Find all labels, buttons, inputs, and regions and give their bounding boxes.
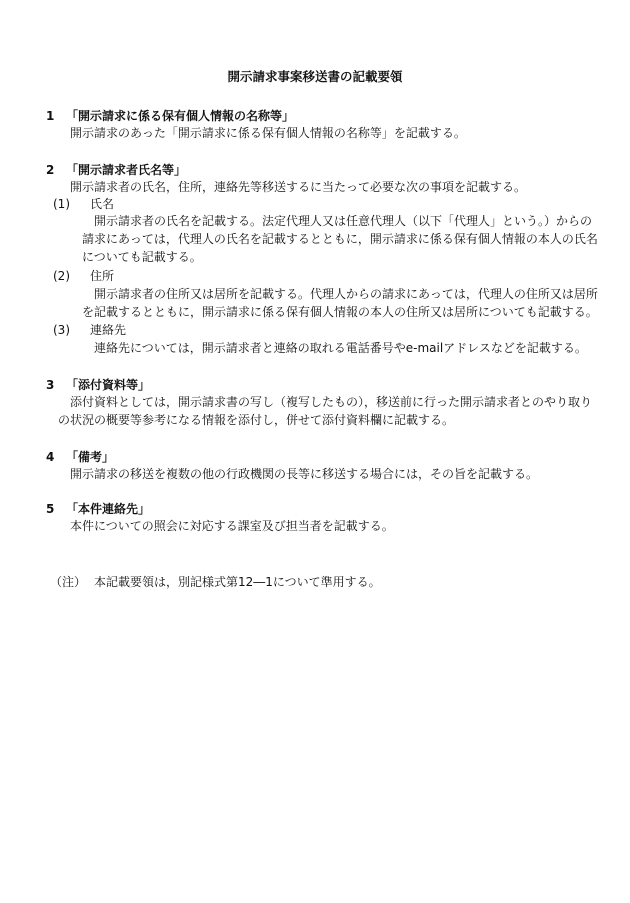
section-1-heading: 「開示請求に係る保有個人情報の名称等」 bbox=[66, 109, 295, 123]
section-5-heading: 「本件連絡先」 bbox=[66, 502, 151, 516]
item-2-1-label: 氏名 bbox=[90, 197, 115, 211]
section-3-line: の状況の概要等参考になる情報を添付し，併せて添付資料欄に記載する。 bbox=[58, 413, 455, 427]
item-2-1-line: についても記載する。 bbox=[82, 250, 202, 264]
section-5-body: 本件についての照会に対応する課室及び担当者を記載する。 bbox=[70, 519, 394, 533]
item-2-2-label: 住所 bbox=[90, 269, 115, 283]
section-4-heading: 「備考」 bbox=[66, 450, 115, 464]
section-4-body: 開示請求の移送を複数の他の行政機関の長等に移送する場合には，その旨を記載する。 bbox=[70, 467, 539, 481]
document-title: 開示請求事案移送書の記載要領 bbox=[227, 69, 403, 84]
section-3-line: 添付資料としては，開示請求書の写し（複写したもの），移送前に行った開示請求者とのやり取り bbox=[70, 395, 593, 409]
item-2-2-line: 開示請求者の住所又は居所を記載する。代理人からの請求にあっては，代理人の住所又は居所 bbox=[94, 287, 598, 301]
item-2-3-number: (3) bbox=[53, 323, 70, 337]
item-2-1-line: 請求にあっては，代理人の氏名を記載するとともに，開示請求に係る保有個人情報の本人の氏名 bbox=[82, 232, 598, 246]
section-1-body: 開示請求のあった「開示請求に係る保有個人情報の名称等」を記載する。 bbox=[70, 126, 466, 140]
item-2-2-number: (2) bbox=[53, 269, 70, 283]
section-1-number: 1 bbox=[46, 109, 55, 123]
item-2-3-line: 連絡先については，開示請求者と連絡の取れる電話番号やe-mailアドレスなどを記載する。 bbox=[94, 341, 587, 355]
section-2-number: 2 bbox=[46, 163, 55, 177]
section-4-number: 4 bbox=[46, 450, 55, 464]
item-2-3-label: 連絡先 bbox=[90, 323, 127, 337]
section-2-heading: 「開示請求者氏名等」 bbox=[66, 163, 187, 177]
section-5-number: 5 bbox=[46, 502, 55, 516]
item-2-1-number: (1) bbox=[53, 197, 70, 211]
section-3-number: 3 bbox=[46, 378, 55, 392]
section-3-heading: 「添付資料等」 bbox=[66, 378, 151, 392]
section-2-body: 開示請求者の氏名，住所，連絡先等移送するに当たって必要な次の事項を記載する。 bbox=[70, 180, 527, 194]
note-text: 本記載要領は，別記様式第12―1について準用する。 bbox=[94, 575, 381, 589]
note-label: （注） bbox=[50, 575, 87, 589]
item-2-1-line: 開示請求者の氏名を記載する。法定代理人又は任意代理人（以下「代理人」という。）からの bbox=[94, 214, 593, 228]
item-2-2-line: を記載するとともに，開示請求に係る保有個人情報の本人の住所又は居所についても記載する。 bbox=[82, 305, 598, 319]
